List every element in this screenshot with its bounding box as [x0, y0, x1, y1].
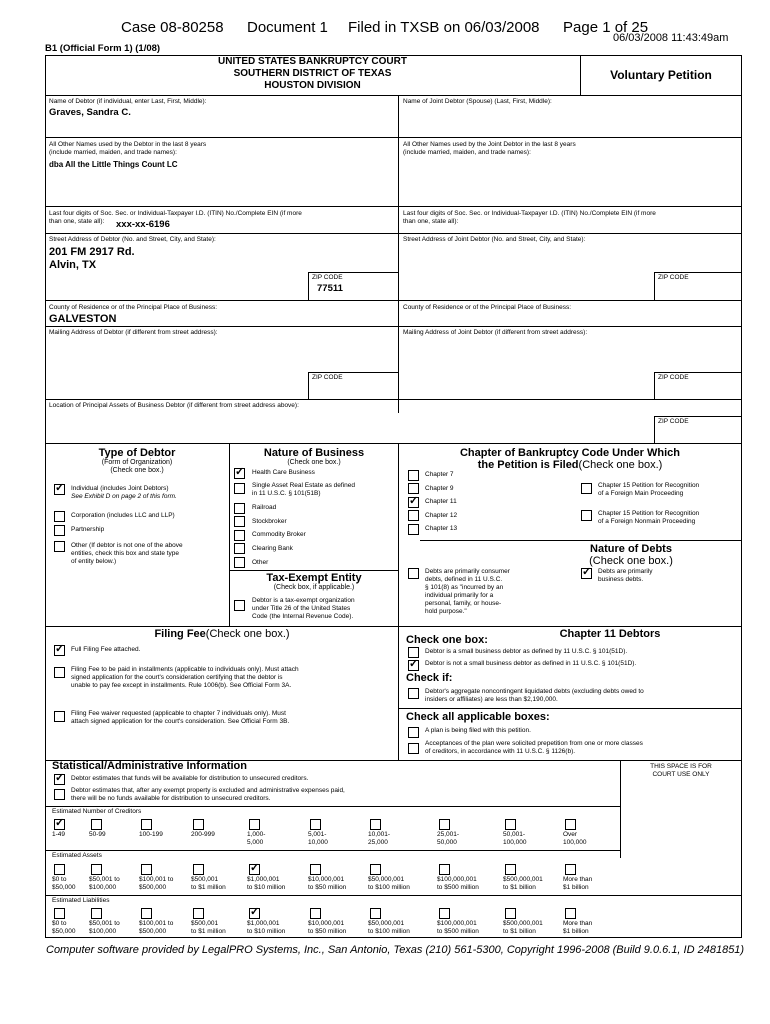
chapter-15-nonmain-checkbox[interactable]	[581, 510, 592, 521]
assets-range-checkbox[interactable]	[91, 864, 102, 875]
chapter-9-label: Chapter 9	[425, 485, 454, 492]
ssn-value: xxx-xx-6196	[116, 219, 170, 230]
chapter-13-checkbox[interactable]	[408, 524, 419, 535]
no-funds-checkbox[interactable]	[54, 789, 65, 800]
joint-street-label: Street Address of Joint Debtor (No. and Street, City, and State):	[403, 236, 586, 243]
creditors-range-checkbox[interactable]	[141, 819, 152, 830]
clearing-bank-checkbox[interactable]	[234, 543, 245, 554]
liabilities-range-label: More than $1 billion	[563, 920, 593, 935]
creditors-range-label: 50,001- 100,000	[503, 831, 527, 846]
header-datetime: 06/03/2008 11:43:49am	[613, 32, 729, 44]
case-number: Case 08-80258	[121, 19, 224, 36]
assets-range-checkbox[interactable]	[310, 864, 321, 875]
form-id: B1 (Official Form 1) (1/08)	[45, 43, 161, 54]
commodity-label: Commodity Broker	[252, 531, 306, 538]
nature-of-business-header: Nature of Business (Check one box.)	[263, 447, 365, 466]
creditors-range-label: 200-999	[191, 831, 215, 838]
clearing-bank-label: Clearing Bank	[252, 545, 293, 552]
other-names: dba All the Little Things Count LC	[49, 160, 178, 169]
assets-range-label: $500,000,001 to $1 billion	[503, 876, 543, 891]
filing-fee-header: Filing Fee(Check one box.)	[154, 628, 290, 640]
stockbroker-label: Stockbroker	[252, 518, 287, 525]
court-name: UNITED STATES BANKRUPTCY COURT SOUTHERN DISTRICT OF TEXAS HOUSTON DIVISION	[218, 56, 407, 91]
other-names-label: All Other Names used by the Debtor in the last 8 years (include married, maiden, and trade names):	[49, 141, 207, 156]
small-business-label: Debtor is a small business debtor as defined by 11 U.S.C. § 101(51D).	[425, 648, 628, 655]
debtor-name-label: Name of Debtor (if individual, enter Last, First, Middle):	[49, 98, 207, 105]
individual-label: Individual (includes Joint Debtors) See Exhibit D on page 2 of this form.	[71, 485, 177, 500]
assets-range-label: $100,001 to $500,000	[139, 876, 174, 891]
plan-filed-label: A plan is being filed with this petition.	[425, 727, 531, 734]
railroad-label: Railroad	[252, 504, 277, 511]
commodity-checkbox[interactable]	[234, 530, 245, 541]
assets-range-label: $10,000,001 to $50 million	[308, 876, 347, 891]
chapter-7-label: Chapter 7	[425, 471, 454, 478]
creditors-range-label: 1-49	[52, 831, 66, 838]
chapter-header: Chapter of Bankruptcy Code Under Which the Petition is Filed(Check one box.)	[459, 447, 681, 471]
liabilities-range-label: $1,000,001 to $10 million	[247, 920, 286, 935]
liabilities-range-checkbox[interactable]	[193, 908, 204, 919]
small-business-checkbox[interactable]	[408, 647, 419, 658]
liabilities-range-label: $100,001 to $500,000	[139, 920, 174, 935]
check-one-box-label: Check one box:	[406, 634, 488, 646]
chapter-11-checkbox[interactable]	[408, 497, 419, 508]
liabilities-range-checkbox[interactable]	[505, 908, 516, 919]
assets-label: Estimated Assets	[52, 852, 102, 859]
chapter-15-main-checkbox[interactable]	[581, 483, 592, 494]
creditors-range-checkbox[interactable]	[193, 819, 204, 830]
assets-range-checkbox[interactable]	[565, 864, 576, 875]
location-label: Location of Principal Assets of Business Debtor (if different from street address above):	[49, 402, 299, 409]
debtor-name: Graves, Sandra C.	[49, 107, 131, 118]
liabilities-range-checkbox[interactable]	[54, 908, 65, 919]
assets-range-checkbox[interactable]	[439, 864, 450, 875]
street-address: 201 FM 2917 Rd. Alvin, TX	[49, 246, 135, 271]
petition-type: Voluntary Petition	[610, 68, 712, 82]
partnership-label: Partnership	[71, 526, 105, 533]
creditors-range-label: 25,001- 50,000	[437, 831, 460, 846]
joint-other-names-label: All Other Names used by the Joint Debtor in the last 8 years (include married, maiden, and trade names):	[403, 141, 576, 156]
no-funds-label: Debtor estimates that, after any exempt property is excluded and administrative expenses paid, there will be no funds available for distribution to unsecured creditors.	[71, 787, 345, 802]
creditors-range-label: 10,001- 25,000	[368, 831, 391, 846]
assets-range-checkbox[interactable]	[370, 864, 381, 875]
liabilities-range-label: $500,000,001 to $1 billion	[503, 920, 543, 935]
joint-county-label: County of Residence or of the Principal Place of Business:	[403, 304, 572, 311]
not-small-business-checkbox[interactable]	[408, 660, 419, 671]
individual-checkbox[interactable]	[54, 484, 65, 495]
single-asset-label: Single Asset Real Estate as defined in 11 U.S.C. § 101(51B)	[252, 482, 355, 497]
liabilities-range-label: $50,000,001 to $100 million	[368, 920, 410, 935]
other-entity-label: Other (If debtor is not one of the above entities, check this box and state type of entity below.)	[71, 542, 183, 565]
corporation-label: Corporation (includes LLC and LLP)	[71, 512, 175, 519]
assets-range-checkbox[interactable]	[505, 864, 516, 875]
liabilities-range-checkbox[interactable]	[249, 908, 260, 919]
creditors-range-checkbox[interactable]	[439, 819, 450, 830]
liabilities-range-checkbox[interactable]	[565, 908, 576, 919]
funds-available-checkbox[interactable]	[54, 774, 65, 785]
statistical-header: Statistical/Administrative Information	[52, 760, 247, 772]
county-label: County of Residence or of the Principal Place of Business:	[49, 304, 218, 311]
consumer-debts-checkbox[interactable]	[408, 568, 419, 579]
fee-waiver-checkbox[interactable]	[54, 711, 65, 722]
acceptances-checkbox[interactable]	[408, 743, 419, 754]
filed-stamp: Filed in TXSB on 06/03/2008	[348, 19, 540, 36]
corporation-checkbox[interactable]	[54, 511, 65, 522]
stockbroker-checkbox[interactable]	[234, 516, 245, 527]
full-fee-label: Full Filing Fee attached.	[71, 646, 141, 653]
type-of-debtor-header: Type of Debtor (Form of Organization) (Check one box.)	[98, 447, 176, 474]
chapter-12-label: Chapter 12	[425, 512, 458, 519]
ssn-label: Last four digits of Soc. Sec. or Individual-Taxpayer I.D. (ITIN) No./Complete EIN (if more than one, state all):	[49, 210, 302, 225]
other-business-checkbox[interactable]	[234, 557, 245, 568]
liabilities-range-label: $500,001 to $1 million	[191, 920, 226, 935]
assets-range-checkbox[interactable]	[54, 864, 65, 875]
aggregate-debts-label: Debtor's aggregate noncontingent liquidated debts (excluding debts owed to insiders or affiliates) are less than $2,190,000.	[425, 688, 644, 703]
chapter-11-label: Chapter 11	[425, 498, 457, 505]
health-care-label: Health Care Business	[252, 469, 315, 476]
consumer-debts-label: Debts are primarily consumer debts, defined in 11 U.S.C. § 101(8) as "incurred by an individual primarily for a personal, family, or house- hold purpose."	[425, 568, 510, 615]
assets-range-checkbox[interactable]	[141, 864, 152, 875]
zip-value: 77511	[317, 283, 343, 294]
joint-mailing-label: Mailing Address of Joint Debtor (if different from street address):	[403, 329, 588, 336]
fee-waiver-label: Filing Fee waiver requested (applicable to chapter 7 individuals only). Must attach signed application for the court's consideration. See Official Form 3B.	[71, 710, 290, 725]
liabilities-range-label: $0 to $50,000	[52, 920, 76, 935]
footer-copyright: Computer software provided by LegalPRO Systems, Inc., San Antonio, Texas (210) 561-5300, Copyright 1996-2008 (Build 9.0.6.1, ID 2481851)	[46, 944, 745, 956]
joint-mailing-zip-box: ZIP CODE	[654, 372, 742, 399]
creditors-range-checkbox[interactable]	[249, 819, 260, 830]
railroad-checkbox[interactable]	[234, 503, 245, 514]
creditors-range-checkbox[interactable]	[310, 819, 321, 830]
partnership-checkbox[interactable]	[54, 525, 65, 536]
county-value: GALVESTON	[49, 313, 117, 325]
liabilities-range-checkbox[interactable]	[91, 908, 102, 919]
installments-checkbox[interactable]	[54, 667, 65, 678]
assets-range-label: $1,000,001 to $10 million	[247, 876, 286, 891]
tax-exempt-checkbox[interactable]	[234, 600, 245, 611]
creditors-range-checkbox[interactable]	[565, 819, 576, 830]
chapter-7-checkbox[interactable]	[408, 470, 419, 481]
tax-exempt-label: Debtor is a tax-exempt organization under Title 26 of the United States Code (the Internal Revenue Code).	[252, 597, 355, 620]
check-all-label: Check all applicable boxes:	[406, 711, 550, 723]
assets-range-label: $100,000,001 to $500 million	[437, 876, 479, 891]
creditors-range-label: 50-99	[89, 831, 106, 838]
not-small-business-label: Debtor is not a small business debtor as defined in 11 U.S.C. § 101(51D).	[425, 660, 637, 667]
chapter-15-main-label: Chapter 15 Petition for Recognition of a Foreign Main Proceeding	[598, 482, 700, 497]
installments-label: Filing Fee to be paid in installments (applicable to individuals only). Must attach signed application for the court's consideration certifying that the debtor is unable to pay fee except in installments. Rule 1006(b). See Official Form 3A.	[71, 666, 299, 689]
assets-range-label: $500,001 to $1 million	[191, 876, 226, 891]
assets-range-label: More than $1 billion	[563, 876, 593, 891]
liabilities-label: Estimated Liabilities	[52, 897, 110, 904]
check-if-label: Check if:	[406, 672, 453, 684]
business-debts-label: Debts are primarily business debts.	[598, 568, 653, 583]
chapter-13-label: Chapter 13	[425, 525, 458, 532]
creditors-range-label: Over 100,000	[563, 831, 587, 846]
aggregate-debts-checkbox[interactable]	[408, 688, 419, 699]
other-business-label: Other	[252, 559, 269, 566]
liabilities-range-label: $10,000,001 to $50 million	[308, 920, 347, 935]
document-number: Document 1	[247, 19, 328, 36]
liabilities-range-checkbox[interactable]	[310, 908, 321, 919]
joint-zip-box: ZIP CODE	[654, 272, 742, 300]
other-entity-checkbox[interactable]	[54, 541, 65, 552]
creditors-range-label: 1,000- 5,000	[247, 831, 266, 846]
mailing-label: Mailing Address of Debtor (if different from street address):	[49, 329, 218, 336]
chapter-15-nonmain-label: Chapter 15 Petition for Recognition of a Foreign Nonmain Proceeding	[598, 510, 700, 525]
creditors-range-checkbox[interactable]	[54, 819, 65, 830]
health-care-checkbox[interactable]	[234, 468, 245, 479]
business-debts-checkbox[interactable]	[581, 568, 592, 579]
joint-ssn-label: Last four digits of Soc. Sec. or Individual-Taxpayer I.D. (ITIN) No./Complete EIN (if more than one, state all):	[403, 210, 656, 225]
joint-name-label: Name of Joint Debtor (Spouse) (Last, First, Middle):	[403, 98, 552, 105]
ch11-debtors-header: Chapter 11 Debtors	[559, 628, 661, 640]
assets-range-checkbox[interactable]	[249, 864, 260, 875]
chapter-9-checkbox[interactable]	[408, 483, 419, 494]
creditors-range-label: 5,001- 10,000	[308, 831, 328, 846]
acceptances-label: Acceptances of the plan were solicited prepetition from one or more classes of creditors, in accordance with 11 U.S.C. § 1126(b).	[425, 740, 643, 755]
street-label: Street Address of Debtor (No. and Street, City, and State):	[49, 236, 216, 243]
creditors-range-checkbox[interactable]	[505, 819, 516, 830]
court-use-only: THIS SPACE IS FOR COURT USE ONLY	[650, 763, 712, 778]
liabilities-range-label: $100,000,001 to $500 million	[437, 920, 479, 935]
creditors-label: Estimated Number of Creditors	[52, 808, 142, 815]
page-number: Page 1 of 25	[563, 19, 649, 36]
liabilities-range-checkbox[interactable]	[439, 908, 450, 919]
liabilities-range-checkbox[interactable]	[141, 908, 152, 919]
creditors-range-label: 100-199	[139, 831, 163, 838]
assets-range-label: $50,000,001 to $100 million	[368, 876, 410, 891]
liabilities-range-label: $50,001 to $100,000	[89, 920, 120, 935]
plan-filed-checkbox[interactable]	[408, 727, 419, 738]
location-zip-box: ZIP CODE	[654, 416, 742, 443]
assets-range-label: $0 to $50,000	[52, 876, 76, 891]
chapter-12-checkbox[interactable]	[408, 510, 419, 521]
single-asset-checkbox[interactable]	[234, 483, 245, 494]
assets-range-checkbox[interactable]	[193, 864, 204, 875]
assets-range-label: $50,001 to $100,000	[89, 876, 120, 891]
creditors-range-checkbox[interactable]	[370, 819, 381, 830]
zip-box: ZIP CODE 77511	[308, 272, 398, 300]
liabilities-range-checkbox[interactable]	[370, 908, 381, 919]
tax-exempt-header: Tax-Exempt Entity (Check box, if applicable.)	[266, 572, 362, 591]
creditors-range-checkbox[interactable]	[91, 819, 102, 830]
mailing-zip-box: ZIP CODE	[308, 372, 398, 399]
funds-available-label: Debtor estimates that funds will be available for distribution to unsecured creditors.	[71, 775, 309, 782]
nature-of-debts-header: Nature of Debts (Check one box.)	[589, 543, 673, 567]
full-fee-checkbox[interactable]	[54, 645, 65, 656]
